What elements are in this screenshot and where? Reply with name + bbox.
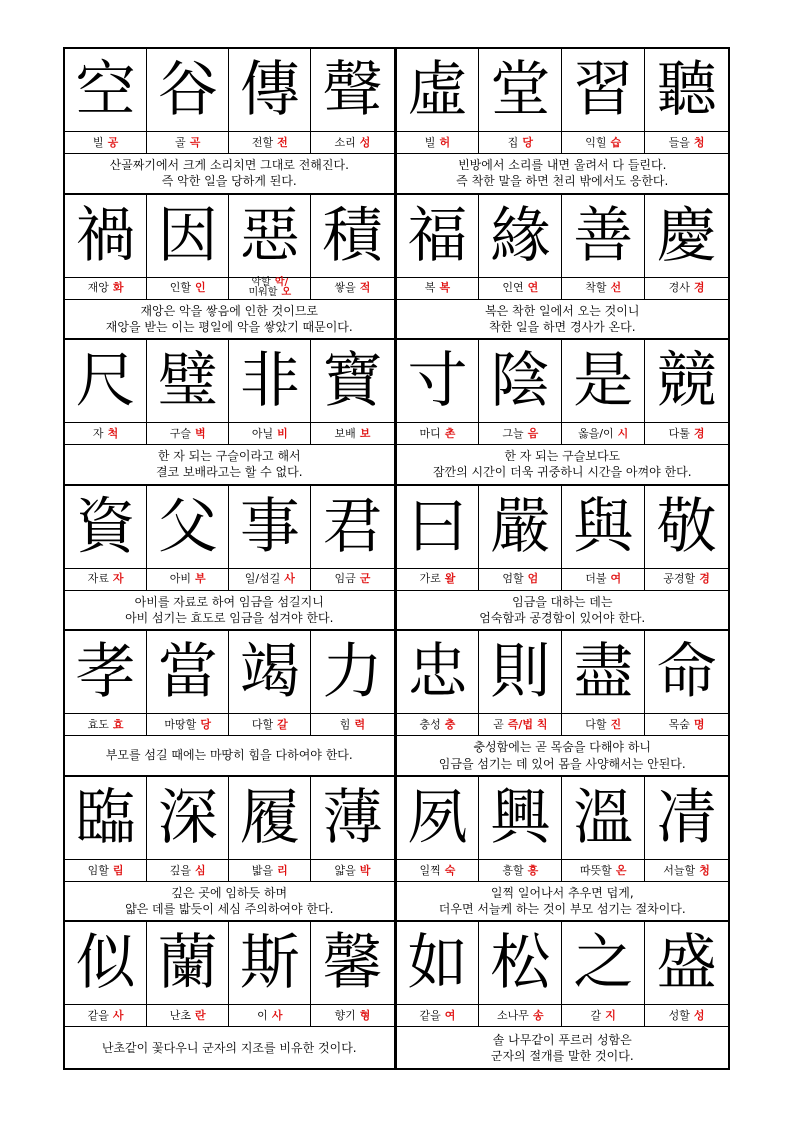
meaning-text: 향기	[334, 1009, 356, 1023]
hanja-character: 敬	[645, 486, 728, 569]
meaning-text: 성할	[668, 1009, 690, 1023]
hanja-character: 夙	[397, 777, 480, 860]
sound-text: 군	[359, 572, 371, 586]
hanja-character: 虛	[397, 49, 480, 132]
hanja-character: 谷	[147, 49, 229, 132]
meaning-text: 효도	[87, 718, 109, 731]
sound-text: 시	[617, 426, 629, 440]
meaning-text: 다할	[585, 718, 607, 731]
sound-text: 여	[610, 572, 622, 586]
explanation	[65, 591, 394, 630]
meaning-text: 엄할	[502, 572, 524, 586]
sound-text: 복	[439, 281, 451, 295]
verse-block-left	[65, 631, 397, 775]
explanation	[397, 300, 729, 339]
sound-text: 성	[359, 135, 371, 149]
hanja-character: 寸	[397, 340, 480, 423]
explanation-line: 임금을 대하는 데는	[512, 594, 613, 609]
hanja-character: 事	[229, 486, 311, 569]
meaning-text: 자	[92, 426, 104, 440]
hanja-character: 松	[479, 922, 562, 1005]
explanation	[397, 591, 729, 630]
meaning-text: 밟을	[251, 863, 274, 877]
hanja-character: 非	[229, 340, 311, 423]
hanja-character: 之	[562, 922, 645, 1005]
meaning-sound-label	[311, 423, 393, 445]
meaning-text: 일찍	[419, 863, 441, 877]
meaning-text: 경사	[668, 281, 690, 295]
meaning-text: 갈	[590, 1009, 602, 1023]
hanja-character: 凊	[645, 777, 728, 860]
sound-text: 충	[444, 718, 456, 731]
hanja-character: 聽	[645, 49, 728, 132]
sound-text: 사	[271, 1009, 283, 1023]
sound-text: 비	[277, 426, 288, 440]
sound-text: 명	[693, 718, 705, 731]
meaning-sound-label	[147, 278, 229, 300]
meaning-text: 들을	[668, 135, 690, 149]
meaning-sound-label	[65, 860, 147, 882]
meaning-sound-label	[645, 860, 728, 882]
meaning-text: 더불	[585, 572, 607, 586]
hanja-character: 禍	[65, 195, 147, 278]
meaning-text: 서늘할	[663, 863, 696, 877]
meaning-text: 다툴	[668, 426, 690, 440]
meaning-sound-label	[397, 569, 480, 591]
sound-text: 자	[112, 572, 124, 586]
meaning-text: 이	[257, 1009, 268, 1023]
explanation-line: 즉 착한 말을 하면 천리 밖에서도 응한다.	[456, 174, 669, 189]
meaning-sound-label	[397, 714, 480, 736]
meaning-sound-label	[562, 423, 645, 445]
meaning-sound-label	[147, 423, 229, 445]
hanja-character: 慶	[645, 195, 728, 278]
sound-text: 진	[610, 718, 622, 731]
sound-text: 공	[107, 135, 119, 149]
sound-text: 지	[605, 1009, 616, 1023]
sound-text: 여	[444, 1009, 456, 1023]
meaning-sound-label	[562, 714, 645, 736]
meaning-text: 아비	[169, 572, 191, 586]
explanation	[65, 736, 394, 775]
explanation-line: 부모를 섬길 때에는 마땅히 힘을 다하여야 한다.	[105, 748, 353, 763]
sound-text: 림	[112, 863, 124, 877]
sound-text: 형	[359, 1009, 371, 1023]
explanation-line: 일찍 일어나서 추우면 덥게,	[490, 885, 634, 900]
meaning-sound-label	[311, 714, 393, 736]
explanation-line: 재앙을 받는 이는 평일에 악을 쌓았기 때문이다.	[105, 319, 353, 334]
meaning-sound-label	[65, 569, 147, 591]
explanation-line: 재앙은 악을 쌓음에 인한 것이므로	[140, 303, 319, 318]
verse-block-left	[65, 49, 397, 193]
meaning-sound-label	[645, 423, 728, 445]
sound-text: 화	[112, 281, 124, 295]
meaning-text: 골	[175, 135, 186, 149]
hanja-character: 緣	[479, 195, 562, 278]
hanja-character: 與	[562, 486, 645, 569]
meaning-sound-label	[147, 132, 229, 154]
explanation-line: 얇은 데를 밟듯이 세심 주의하여야 한다.	[125, 902, 334, 917]
meaning-text: 빌	[424, 135, 436, 149]
meaning-sound-label	[479, 860, 562, 882]
meaning-sound-label	[229, 132, 311, 154]
meaning-text: 가로	[419, 572, 441, 586]
meaning-sound-label	[229, 569, 311, 591]
meaning-line	[248, 288, 291, 299]
sound-text: 흥	[527, 863, 539, 877]
meaning-text: 난초	[169, 1009, 191, 1023]
sound-text: 심	[195, 863, 206, 877]
meaning-sound-label	[645, 1005, 728, 1027]
meaning-text: 복	[424, 281, 436, 295]
meaning-sound-label	[562, 569, 645, 591]
meaning-text: 얇을	[334, 863, 356, 877]
meaning-text: 구슬	[169, 426, 191, 440]
verse-block-right	[397, 777, 729, 921]
meaning-text: 익힐	[585, 135, 607, 149]
sound-text: 허	[439, 135, 451, 149]
sound-text: 당	[522, 135, 533, 149]
meaning-text: 마디	[419, 426, 441, 440]
sound-text: 촌	[444, 426, 456, 440]
verse-block-right	[397, 49, 729, 193]
meaning-sound-label	[645, 132, 728, 154]
hanja-character: 資	[65, 486, 147, 569]
meaning-sound-label	[645, 278, 728, 300]
verse-row	[65, 49, 728, 195]
hanja-character: 盡	[562, 631, 645, 714]
sound-text: 청	[693, 135, 705, 149]
meaning-sound-label	[311, 569, 393, 591]
hanja-character: 深	[147, 777, 229, 860]
meaning-sound-label	[311, 1005, 393, 1027]
meaning-text: 빌	[92, 135, 104, 149]
sound-text: 곡	[189, 135, 201, 149]
hanja-character: 寶	[311, 340, 393, 423]
meaning-text: 악할	[251, 276, 271, 288]
sound-text: 당	[200, 718, 211, 731]
meaning-text: 흥할	[502, 863, 524, 877]
sound-text: 박	[359, 863, 371, 877]
meaning-sound-label	[562, 1005, 645, 1027]
explanation-line: 난초같이 꽃다우니 군자의 지조를 비유한 것이다.	[101, 1040, 357, 1055]
hanja-character: 君	[311, 486, 393, 569]
meaning-sound-label	[645, 714, 728, 736]
meaning-sound-label	[147, 1005, 229, 1027]
sound-text: 오	[281, 287, 292, 299]
verse-block-left	[65, 777, 397, 921]
meaning-text: 곧	[493, 718, 504, 731]
hanja-character: 斯	[229, 922, 311, 1005]
hanja-character: 履	[229, 777, 311, 860]
sound-text: 사	[284, 572, 295, 586]
explanation-line: 즉 악한 일을 당하게 된다.	[161, 174, 297, 189]
meaning-sound-label	[562, 278, 645, 300]
meaning-sound-label	[65, 1005, 147, 1027]
meaning-text: 인연	[502, 281, 524, 295]
meaning-sound-label	[479, 569, 562, 591]
meaning-sound-label	[479, 714, 562, 736]
meaning-sound-label	[479, 278, 562, 300]
meaning-text: 소리	[334, 135, 356, 149]
explanation	[397, 736, 729, 775]
meaning-sound-label	[397, 860, 480, 882]
sound-text: 란	[195, 1009, 206, 1023]
verse-block-left	[65, 195, 397, 339]
explanation-line: 복은 착한 일에서 오는 것이니	[485, 303, 640, 318]
hanja-character: 堂	[479, 49, 562, 132]
hanja-character: 溫	[562, 777, 645, 860]
meaning-sound-label	[229, 860, 311, 882]
hanja-character: 競	[645, 340, 728, 423]
sound-text: 성	[693, 1009, 705, 1023]
meaning-sound-label	[397, 1005, 480, 1027]
meaning-sound-label	[229, 278, 311, 300]
explanation-line: 솔 나무같이 푸르러 성함은	[492, 1032, 632, 1047]
meaning-text: 같을	[87, 1009, 109, 1023]
meaning-sound-label	[65, 423, 147, 445]
verse-block-left	[65, 340, 397, 484]
sound-text: 갈	[277, 718, 288, 731]
sound-text: 부	[195, 572, 206, 586]
meaning-text: 보배	[334, 426, 356, 440]
explanation	[65, 300, 394, 339]
hanja-character: 命	[645, 631, 728, 714]
verse-block-right	[397, 340, 729, 484]
meaning-sound-label	[311, 132, 393, 154]
explanation	[65, 154, 394, 193]
sound-text: 인	[195, 281, 206, 295]
sound-text: 청	[699, 863, 710, 877]
meaning-sound-label	[397, 278, 480, 300]
hanja-character: 薄	[311, 777, 393, 860]
meaning-text: 재앙	[87, 281, 109, 295]
hanja-character: 福	[397, 195, 480, 278]
explanation-line: 결코 보배라고는 할 수 없다.	[155, 465, 303, 480]
hanja-character: 積	[311, 195, 393, 278]
hanja-character: 似	[65, 922, 147, 1005]
meaning-sound-label	[397, 132, 480, 154]
verse-row	[65, 195, 728, 341]
sound-text: 보	[359, 426, 371, 440]
hanja-character: 忠	[397, 631, 480, 714]
meaning-sound-label	[479, 423, 562, 445]
sound-text: 숙	[444, 863, 456, 877]
hanja-character: 興	[479, 777, 562, 860]
meaning-text: 그늘	[502, 426, 524, 440]
meaning-sound-label	[397, 423, 480, 445]
sound-text: 사	[112, 1009, 124, 1023]
sound-text: 엄	[527, 572, 539, 586]
explanation-line: 잠깐의 시간이 더욱 귀중하니 시간을 아껴야 한다.	[432, 465, 692, 480]
explanation	[65, 1027, 394, 1068]
meaning-text: 전할	[251, 135, 274, 149]
explanation-line: 한 자 되는 구슬보다도	[504, 449, 621, 464]
sound-text: 온	[615, 863, 627, 877]
hanja-character: 曰	[397, 486, 480, 569]
hanja-character: 尺	[65, 340, 147, 423]
sound-text: 경	[699, 572, 710, 586]
explanation-line: 아비 섬기는 효도로 임금을 섬겨야 한다.	[125, 610, 334, 625]
verse-block-left	[65, 922, 397, 1068]
hanja-character: 空	[65, 49, 147, 132]
sound-text: 효	[112, 718, 124, 731]
meaning-sound-label	[311, 860, 393, 882]
meaning-sound-label	[479, 132, 562, 154]
explanation-line: 한 자 되는 구슬이라고 해서	[157, 449, 301, 464]
verse-row	[65, 486, 728, 632]
verse-block-right	[397, 195, 729, 339]
sound-text: 즉/법 칙	[507, 718, 548, 731]
explanation-line: 임금을 섬기는 데 있어 몸을 사양해서는 안된다.	[438, 756, 686, 771]
sound-text: 음	[527, 426, 539, 440]
hanja-character: 因	[147, 195, 229, 278]
verse-row	[65, 777, 728, 923]
hanja-character: 聲	[311, 49, 393, 132]
explanation-line: 착한 일을 하면 경사가 온다.	[488, 319, 636, 334]
meaning-text: 깊을	[169, 863, 191, 877]
meaning-sound-label	[311, 278, 393, 300]
hanja-character: 璧	[147, 340, 229, 423]
hanja-character: 當	[147, 631, 229, 714]
sound-text: 벽	[195, 426, 206, 440]
explanation	[65, 882, 394, 921]
explanation-line: 충성함에는 곧 목숨을 다해야 하니	[473, 740, 652, 755]
verse-block-right	[397, 486, 729, 630]
meaning-text: 자료	[87, 572, 109, 586]
meaning-sound-label	[562, 860, 645, 882]
meaning-sound-label	[147, 714, 229, 736]
meaning-text: 임금	[334, 572, 356, 586]
meaning-text: 집	[507, 135, 519, 149]
meaning-text: 옳을/이	[578, 426, 614, 440]
sound-text: 리	[277, 863, 288, 877]
sound-text: 습	[610, 135, 622, 149]
meaning-sound-label	[65, 132, 147, 154]
hanja-character: 陰	[479, 340, 562, 423]
hanja-character: 孝	[65, 631, 147, 714]
hanja-character: 竭	[229, 631, 311, 714]
explanation-line: 군자의 절개를 말한 것이다.	[490, 1048, 634, 1063]
meaning-text: 착할	[585, 281, 607, 295]
meaning-text: 소나무	[497, 1009, 529, 1023]
hanja-character: 習	[562, 49, 645, 132]
explanation-line: 빈방에서 소리를 내면 울려서 다 들린다.	[458, 158, 667, 173]
meaning-text: 인할	[169, 281, 191, 295]
sound-text: 전	[277, 135, 288, 149]
verse-row	[65, 340, 728, 486]
verse-block-right	[397, 631, 729, 775]
meaning-sound-label	[562, 132, 645, 154]
meaning-text: 일/섬길	[244, 572, 281, 586]
explanation-line: 깊은 곳에 임하듯 하며	[171, 885, 288, 900]
sound-text: 경	[693, 281, 705, 295]
meaning-text: 마땅할	[164, 718, 197, 731]
hanja-character: 如	[397, 922, 480, 1005]
meaning-text: 쌓을	[334, 281, 356, 295]
sound-text: 경	[693, 426, 705, 440]
meaning-text: 같을	[419, 1009, 441, 1023]
explanation-line: 더우면 서늘케 하는 것이 부모 섬기는 절차이다.	[438, 902, 686, 917]
meaning-text: 충성	[419, 718, 441, 731]
hanja-character: 父	[147, 486, 229, 569]
meaning-sound-label	[479, 1005, 562, 1027]
verse-block-right	[397, 922, 729, 1068]
sound-text: 악/	[274, 276, 289, 288]
explanation-line: 산골짜기에서 크게 소리치면 그대로 전해진다.	[109, 158, 349, 173]
explanation	[65, 445, 394, 484]
hanja-character: 馨	[311, 922, 393, 1005]
meaning-text: 미워할	[248, 287, 278, 299]
meaning-sound-label	[645, 569, 728, 591]
hanja-character: 臨	[65, 777, 147, 860]
explanation	[397, 154, 729, 193]
hanja-character: 是	[562, 340, 645, 423]
hanja-character: 惡	[229, 195, 311, 278]
hanja-character: 力	[311, 631, 393, 714]
explanation	[397, 882, 729, 921]
meaning-text: 다할	[251, 718, 274, 731]
explanation-line: 엄숙함과 공경함이 있어야 한다.	[479, 610, 646, 625]
meaning-text: 힘	[339, 718, 351, 731]
sound-text: 적	[359, 281, 371, 295]
sound-text: 왈	[444, 572, 456, 586]
meaning-sound-label	[147, 569, 229, 591]
hanja-character: 嚴	[479, 486, 562, 569]
hanja-study-sheet	[63, 47, 730, 1070]
verse-row	[65, 631, 728, 777]
explanation-line: 아비를 자료로 하여 임금을 섬길지니	[134, 594, 324, 609]
hanja-character: 蘭	[147, 922, 229, 1005]
verse-block-left	[65, 486, 397, 630]
explanation	[397, 445, 729, 484]
sound-text: 연	[527, 281, 539, 295]
meaning-text: 아닐	[251, 426, 274, 440]
sound-text: 척	[107, 426, 119, 440]
meaning-text: 목숨	[668, 718, 690, 731]
meaning-sound-label	[229, 423, 311, 445]
meaning-sound-label	[229, 1005, 311, 1027]
sound-text: 선	[610, 281, 622, 295]
hanja-character: 傳	[229, 49, 311, 132]
meaning-sound-label	[147, 860, 229, 882]
meaning-text: 공경할	[663, 572, 696, 586]
hanja-character: 則	[479, 631, 562, 714]
meaning-text: 따뜻할	[579, 863, 612, 877]
verse-row	[65, 922, 728, 1068]
meaning-sound-label	[65, 714, 147, 736]
hanja-character: 盛	[645, 922, 728, 1005]
hanja-character: 善	[562, 195, 645, 278]
meaning-sound-label	[65, 278, 147, 300]
meaning-text: 임할	[87, 863, 109, 877]
sound-text: 력	[354, 718, 366, 731]
explanation	[397, 1027, 729, 1068]
meaning-sound-label	[229, 714, 311, 736]
sound-text: 송	[532, 1009, 544, 1023]
